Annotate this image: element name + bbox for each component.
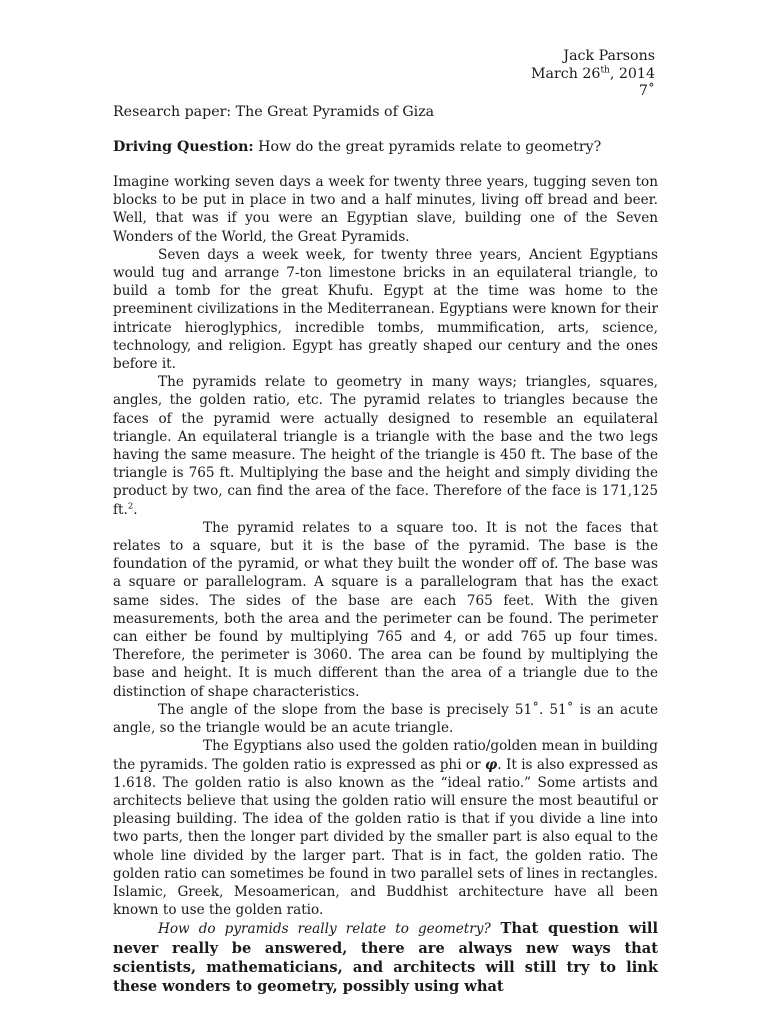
golden-ratio-text-a: The Egyptians also used the golden ratio/golden mean in building the pyramids. The golden ratio is expressed as phi or (113, 738, 658, 773)
golden-ratio-text-b: . It is also expressed as 1.618. The golden ratio is also known as the “ideal ratio.” Some artists and architects believe that using the golden ratio will ensure the most beautiful or pleasing building. The idea of the golden ratio is that if you divide a line into two parts, then the longer part divided by the smaller part is also equal to the whole line divided by the larger part. That is in fact, the golden ratio. The golden ratio can sometimes be found in two parallel sets of lines in rectangles. Islamic, Greek, Mesoamerican, and Buddhist architecture have all been known to use the golden ratio. (113, 756, 658, 919)
paragraph-triangles-end: . (133, 501, 138, 518)
paragraph-egypt: Seven days a week week, for twenty three years, Ancient Egyptians would tug and arrange 7-ton limestone bricks in an equilateral triangle, to build a tomb for the great Khufu. Egypt at the time was home to the preeminent civilizations in the Mediterranean. Egyptians were known for their intricate hieroglyphics, incredible tombs, mummification, arts, science, technology, and religion. Egypt has greatly shaped our century and the ones before it. (113, 246, 658, 373)
footnote-marker: 2 (127, 501, 134, 512)
conclusion-text: That question will never really be answered, there are always new ways that scientists, mathematicians, and architects will still try to link these wonders to geometry, possibly using what (113, 920, 658, 996)
author-name: Jack Parsons (563, 48, 655, 64)
author-header (531, 48, 655, 101)
date-line (531, 66, 655, 84)
driving-question (113, 138, 658, 156)
paragraph-triangles (113, 373, 658, 519)
conclusion-question: How do pyramids really relate to geometry? (158, 921, 491, 938)
driving-question-text: How do the great pyramids relate to geometry? (253, 139, 602, 155)
phi-symbol: φ (484, 756, 498, 773)
paragraph-conclusion (113, 919, 658, 996)
date-suffix: , 2014 (609, 65, 655, 82)
class-period: 7˚ (638, 83, 655, 99)
paragraph-triangles-text: The pyramids relate to geometry in many ways; triangles, squares, angles, the golden ratio, etc. The pyramid relates to triangles because the faces of the pyramid were actually designed to resemble an equilateral triangle. An equilateral triangle is a triangle with the base and the two legs having the same measure. The height of the triangle is 450 ft. The base of the triangle is 765 ft. Multiplying the base and the height and simply dividing the product by two, can find the area of the face. Therefore of the face is 171,125 ft. (113, 374, 658, 518)
driving-question-label: Driving Question: (113, 139, 254, 155)
paragraph-angle: The angle of the slope from the base is precisely 51˚. 51˚ is an acute angle, so the triangle would be an acute triangle. (113, 701, 658, 737)
paragraph-intro: Imagine working seven days a week for twenty three years, tugging seven ton blocks to be put in place in two and a half minutes, living off bread and beer. Well, that was if you were an Egyptian slave, building one of the Seven Wonders of the World, the Great Pyramids. (113, 174, 658, 245)
date-prefix: March 26 (531, 65, 601, 82)
date-superscript: th (600, 64, 610, 75)
paragraph-golden-ratio (113, 737, 658, 919)
paper-title: Research paper: The Great Pyramids of Giza (113, 104, 435, 120)
essay-body (113, 173, 658, 996)
paragraph-square: The pyramid relates to a square too. It is not the faces that relates to a square, but it is the base of the pyramid. The base is the foundation of the pyramid, or what they built the wonder off of. The base was a square or parallelogram. A square is a parallelogram that has the exact same sides. The sides of the base are each 765 feet. With the given measurements, both the area and the perimeter can be found. The perimeter can either be found by multiplying 765 and 4, or add 765 up four times. Therefore, the perimeter is 3060. The area can be found by multiplying the base and height. It is much different than the area of a triangle due to the distinction of shape characteristics. (113, 519, 658, 700)
